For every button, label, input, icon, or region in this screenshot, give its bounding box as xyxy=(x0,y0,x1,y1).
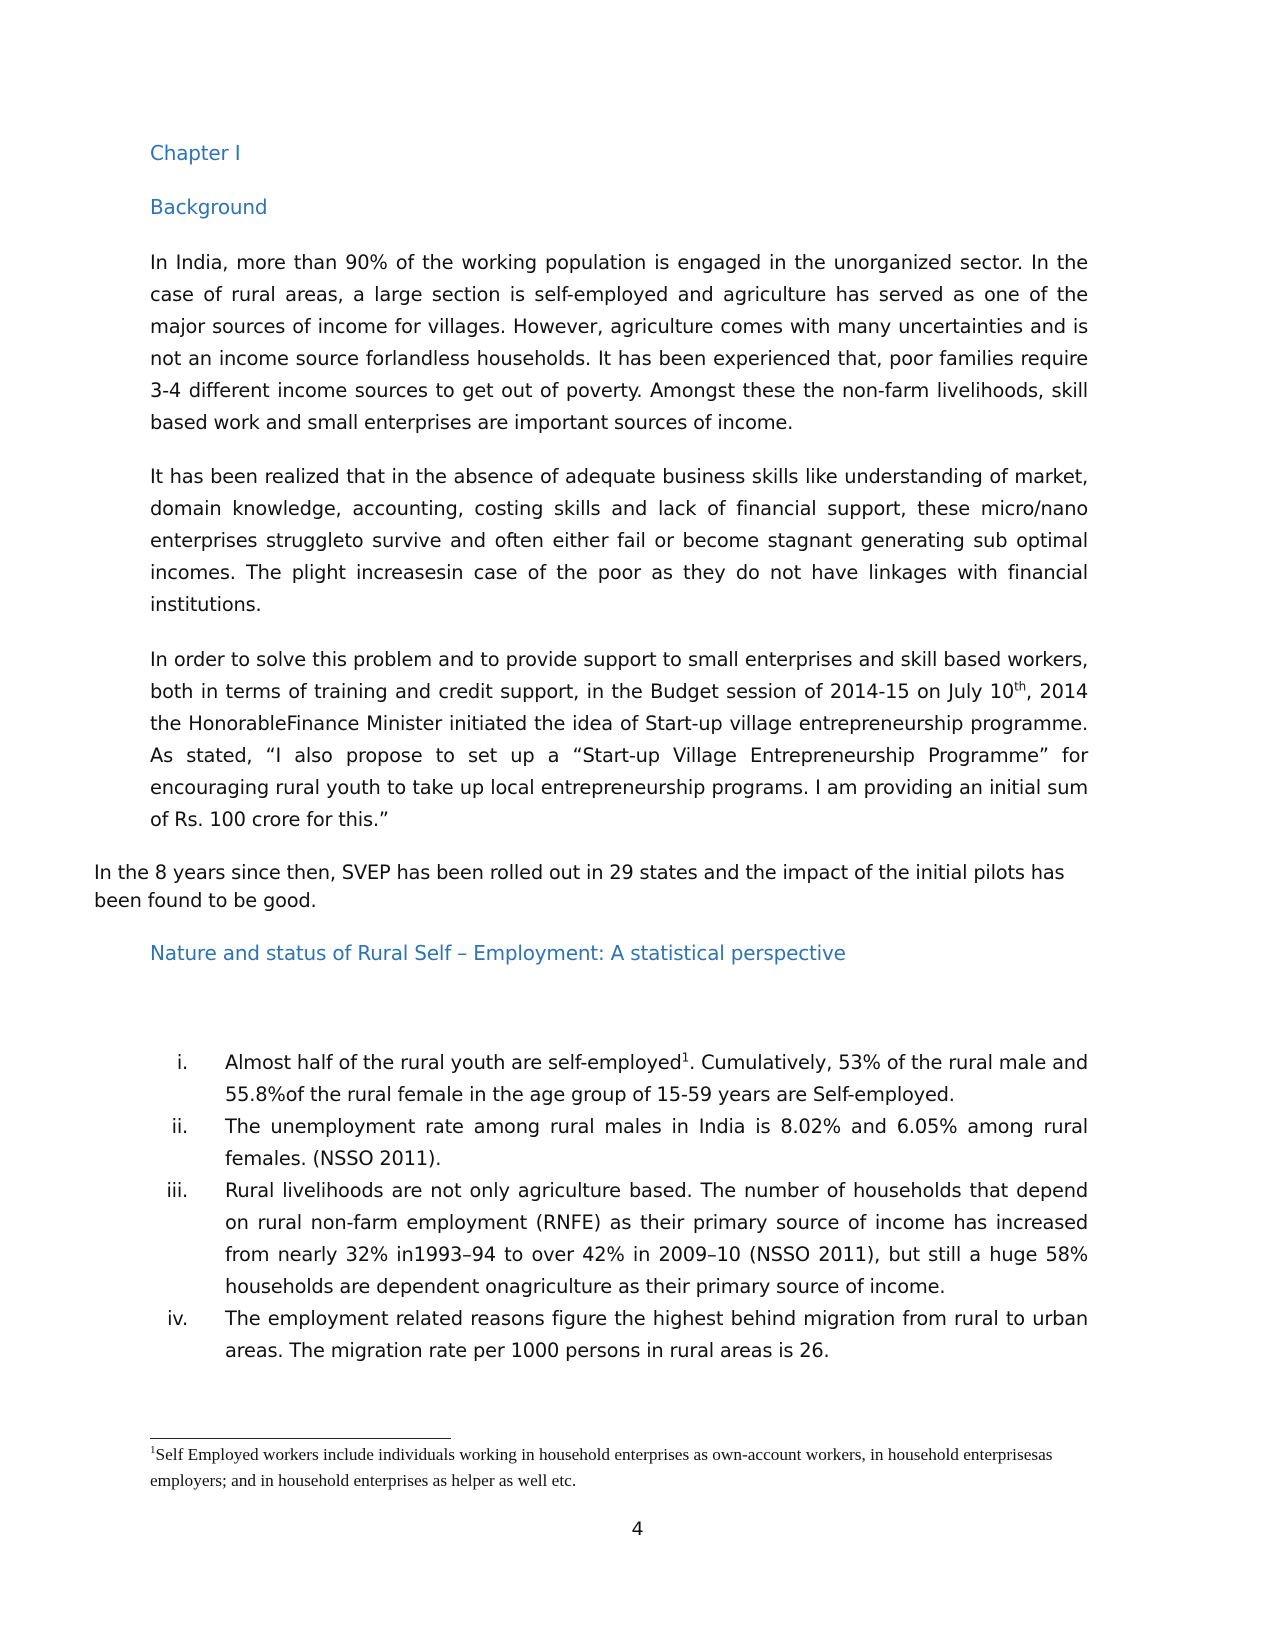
superscript-th: th xyxy=(1014,679,1026,694)
list-text: Rural livelihoods are not only agriculture based. The number of households that depend on rural non-farm employment (RNFE) as their primary source of income has increased from nearly 32% in1993–94 to over 42% in 2009–10 (NSSO 2011), but still a huge 58% households are dependent onagriculture as their primary source of income. xyxy=(225,1179,1088,1298)
paragraph-budget-part1: In order to solve this problem and to provide support to small enterprises and skill based workers, both in terms of training and credit support, in the Budget session of 2014-15 on July 10 xyxy=(150,648,1088,703)
list-number: iii. xyxy=(166,1179,188,1202)
footnote-text: Self Employed workers include individuals working in household enterprises as own-account workers, in household enterprisesas employers; and in household enterprises as helper as well etc. xyxy=(150,1445,1053,1490)
list-number: iv. xyxy=(167,1307,188,1330)
list-text: The unemployment rate among rural males in India is 8.02% and 6.05% among rural females. (NSSO 2011). xyxy=(225,1115,1088,1170)
list-item xyxy=(150,1303,1088,1367)
footnote-divider xyxy=(150,1438,451,1439)
nature-status-heading: Nature and status of Rural Self – Employment: A statistical perspective xyxy=(150,941,846,965)
background-heading: Background xyxy=(150,195,268,219)
chapter-heading: Chapter I xyxy=(150,141,241,165)
paragraph-budget-part2: , 2014 the HonorableFinance Minister initiated the idea of Start-up village entrepreneurship programme. As stated, “I also propose to set up a “Start-up Village Entrepreneurship Programme” for encouraging rural youth to take up local entrepreneurship programs. I am providing an initial sum of Rs. 100 crore for this.” xyxy=(150,680,1088,831)
footnote xyxy=(150,1442,1080,1494)
statistics-list xyxy=(150,1047,1088,1367)
list-item xyxy=(150,1111,1088,1175)
page-number: 4 xyxy=(631,1518,644,1540)
list-text-continued: . Cumulatively, 53% of the rural male and 55.8%of the rural female in the age group of 15-59 years are Self-employed. xyxy=(225,1051,1088,1106)
paragraph-intro: In India, more than 90% of the working population is engaged in the unorganized sector. In the case of rural areas, a large section is self-employed and agriculture has served as one of the major sources of income for villages. However, agriculture comes with many uncertainties and is not an income source forlandless households. It has been experienced that, poor families require 3-4 different income sources to get out of poverty. Amongst these the non-farm livelihoods, skill based work and small enterprises are important sources of income. xyxy=(150,251,1088,434)
list-item xyxy=(150,1047,1088,1111)
paragraph-svep-rollout: In the 8 years since then, SVEP has been rolled out in 29 states and the impact of the initial pilots has been found to be good. xyxy=(94,861,1065,912)
list-item xyxy=(150,1175,1088,1303)
list-number: ii. xyxy=(171,1115,188,1138)
list-number: i. xyxy=(176,1051,188,1074)
paragraph-business-skills: It has been realized that in the absence of adequate business skills like understanding of market, domain knowledge, accounting, costing skills and lack of financial support, these micro/nano enterprises struggleto survive and often either fail or become stagnant generating sub optimal incomes. The plight increasesin case of the poor as they do not have linkages with financial institutions. xyxy=(150,465,1088,616)
list-text: Almost half of the rural youth are self-employed xyxy=(225,1051,682,1074)
footnote-reference[interactable]: 1 xyxy=(681,1050,690,1065)
paragraph-budget-session xyxy=(150,644,1088,836)
footnote-marker: 1 xyxy=(150,1444,156,1457)
list-text: The employment related reasons figure the highest behind migration from rural to urban areas. The migration rate per 1000 persons in rural areas is 26. xyxy=(225,1307,1088,1362)
